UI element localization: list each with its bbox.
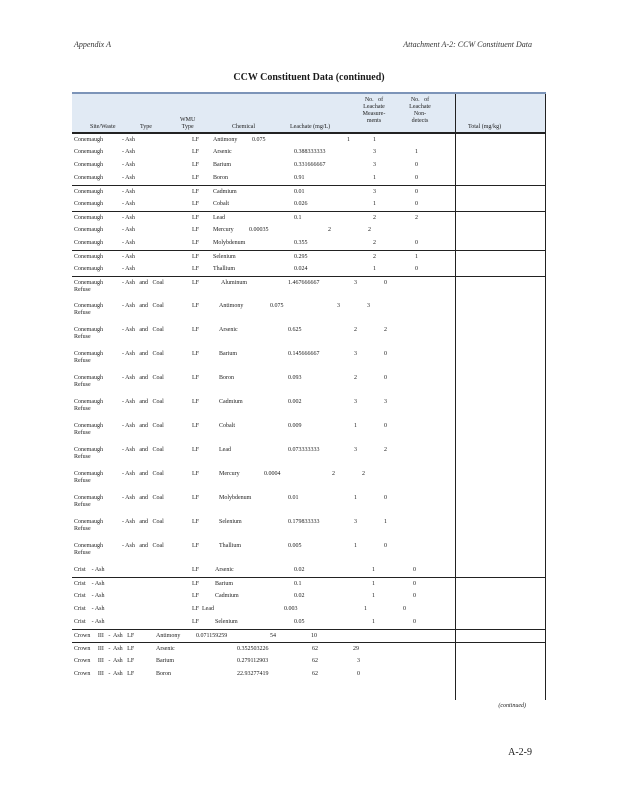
table-row xyxy=(72,616,546,629)
cell-chemical: Cadmium xyxy=(219,399,243,405)
cell-type: - Ash xyxy=(122,162,135,168)
cell-site: Crist - Ash xyxy=(74,606,105,612)
cell-nondetects: 2 xyxy=(415,215,418,221)
table-row xyxy=(72,577,546,591)
cell-nondetects: 0 xyxy=(415,240,418,246)
cell-chemical: Arsenic xyxy=(215,567,234,573)
cell-measurements: 62 xyxy=(312,671,318,677)
cell-nondetects: 0 xyxy=(415,189,418,195)
cell-leachate: 0.01 xyxy=(294,189,305,195)
table-row xyxy=(72,263,546,276)
cell-leachate: 0.024 xyxy=(294,266,308,272)
cell-leachate: 0.352503226 xyxy=(237,646,269,652)
cell-wmu: LF xyxy=(192,567,200,573)
cell-wmu: LF xyxy=(192,519,200,525)
cell-leachate: 0.0004 xyxy=(264,471,281,477)
cell-chemical: Molybdenum xyxy=(213,240,246,246)
cell-chemical: Boron xyxy=(156,671,171,677)
table-row xyxy=(72,159,546,172)
col-total: Total (mg/kg) xyxy=(468,124,502,130)
cell-type: - Ash xyxy=(122,254,135,260)
cell-site: Conemaugh Refuse xyxy=(74,280,103,293)
cell-wmu: LF xyxy=(192,280,200,286)
cell-nondetects: 0 xyxy=(413,593,416,599)
cell-type: - Ash and Coal xyxy=(122,447,164,453)
cell-site: Conemaugh xyxy=(74,215,103,221)
cell-type: - Ash and Coal xyxy=(122,495,164,501)
cell-chemical: Cadmium xyxy=(215,593,239,599)
cell-chemical: Selenium xyxy=(215,619,238,625)
table-row xyxy=(72,629,546,643)
cell-site: Conemaugh xyxy=(74,201,103,207)
cell-site: Crist - Ash xyxy=(74,567,105,573)
cell-site: Conemaugh Refuse xyxy=(74,471,103,484)
cell-nondetects: 0 xyxy=(413,581,416,587)
cell-chemical: Selenium xyxy=(213,254,236,260)
cell-measurements: 1 xyxy=(372,567,375,573)
cell-nondetects: 2 xyxy=(384,327,387,333)
cell-site: Crist - Ash xyxy=(74,593,105,599)
cell-wmu: LF xyxy=(192,189,200,195)
cell-measurements: 3 xyxy=(337,303,340,309)
cell-measurements: 1 xyxy=(354,495,357,501)
cell-leachate: 0.00035 xyxy=(249,227,269,233)
table-row xyxy=(72,590,546,603)
cell-nondetects: 0 xyxy=(415,175,418,181)
cell-chemical: Arsenic xyxy=(213,149,232,155)
cell-chemical: Antimony xyxy=(219,303,244,309)
col-chemical: Chemical xyxy=(232,124,255,130)
cell-leachate: 0.003 xyxy=(284,606,298,612)
cell-measurements: 3 xyxy=(354,447,357,453)
cell-leachate: 0.073333333 xyxy=(288,447,320,453)
cell-wmu: LF xyxy=(192,593,200,599)
cell-site: Conemaugh Refuse xyxy=(74,399,103,412)
table-row xyxy=(72,172,546,185)
cell-site: Conemaugh xyxy=(74,254,103,260)
cell-site: Conemaugh xyxy=(74,162,103,168)
table-row xyxy=(72,516,546,540)
cell-measurements: 2 xyxy=(332,471,335,477)
table-row xyxy=(72,324,546,348)
cell-wmu: LF xyxy=(192,266,200,272)
header-left: Appendix A xyxy=(74,40,111,49)
cell-leachate: 0.91 xyxy=(294,175,305,181)
cell-chemical: Barium xyxy=(213,162,231,168)
cell-chemical: Lead xyxy=(219,447,231,453)
cell-wmu: LF xyxy=(192,327,200,333)
cell-wmu: LF xyxy=(192,227,200,233)
cell-measurements: 2 xyxy=(354,327,357,333)
cell-nondetects: 0 xyxy=(413,567,416,573)
cell-chemical: Boron xyxy=(213,175,228,181)
cell-site: Conemaugh xyxy=(74,137,103,143)
cell-wmu: LF xyxy=(192,201,200,207)
cell-measurements: 3 xyxy=(354,280,357,286)
cell-type: - Ash xyxy=(122,227,135,233)
cell-wmu: LF xyxy=(192,162,200,168)
cell-measurements: 2 xyxy=(373,254,376,260)
cell-nondetects: 0 xyxy=(384,495,387,501)
cell-site: Conemaugh Refuse xyxy=(74,519,103,532)
table-row xyxy=(72,564,546,577)
cell-type: - Ash and Coal xyxy=(122,519,164,525)
cell-site: Conemaugh xyxy=(74,266,103,272)
cell-nondetects: 1 xyxy=(415,149,418,155)
cell-measurements: 3 xyxy=(354,351,357,357)
cell-leachate: 0.625 xyxy=(288,327,302,333)
cell-measurements: 1 xyxy=(372,593,375,599)
table-row xyxy=(72,492,546,516)
cell-type: - Ash and Coal xyxy=(122,543,164,549)
cell-wmu: LF xyxy=(192,240,200,246)
cell-measurements: 3 xyxy=(373,189,376,195)
table-row xyxy=(72,211,546,225)
cell-chemical: Aluminum xyxy=(221,280,248,286)
table-row xyxy=(72,348,546,372)
cell-site: Conemaugh xyxy=(74,240,103,246)
cell-type: - Ash xyxy=(122,215,135,221)
cell-type: - Ash and Coal xyxy=(122,351,164,357)
cell-nondetects: 0 xyxy=(415,201,418,207)
cell-leachate: 0.295 xyxy=(294,254,308,260)
cell-type: - Ash xyxy=(122,201,135,207)
cell-measurements: 3 xyxy=(373,162,376,168)
cell-type: - Ash xyxy=(122,149,135,155)
cell-wmu: LF xyxy=(192,351,200,357)
cell-nondetects: 0 xyxy=(403,606,406,612)
cell-nondetects: 3 xyxy=(357,658,360,664)
cell-type: - Ash xyxy=(122,175,135,181)
cell-measurements: 3 xyxy=(354,399,357,405)
col-nondetects: No. of Leachate Non- detects xyxy=(409,97,431,124)
cell-site: Conemaugh Refuse xyxy=(74,375,103,388)
continued-note: (continued) xyxy=(498,703,526,709)
cell-wmu: LF xyxy=(192,423,200,429)
cell-measurements: 62 xyxy=(312,646,318,652)
cell-measurements: 1 xyxy=(354,423,357,429)
page-title: CCW Constituent Data (continued) xyxy=(233,72,385,83)
cell-leachate: 0.093 xyxy=(288,375,302,381)
cell-nondetects: 0 xyxy=(384,375,387,381)
cell-measurements: 1 xyxy=(364,606,367,612)
cell-leachate: 22.93277419 xyxy=(237,671,269,677)
cell-nondetects: 1 xyxy=(384,519,387,525)
cell-nondetects: 2 xyxy=(368,227,371,233)
cell-leachate: 0.005 xyxy=(288,543,302,549)
cell-site: Crist - Ash xyxy=(74,581,105,587)
cell-chemical: Boron xyxy=(219,375,234,381)
cell-leachate: 0.075 xyxy=(270,303,284,309)
cell-site: Conemaugh xyxy=(74,189,103,195)
table-row xyxy=(72,198,546,211)
cell-measurements: 1 xyxy=(372,581,375,587)
cell-chemical: Selenium xyxy=(219,519,242,525)
cell-nondetects: 0 xyxy=(384,543,387,549)
cell-nondetects: 0 xyxy=(357,671,360,677)
cell-chemical: Barium xyxy=(219,351,237,357)
cell-chemical: Barium xyxy=(156,658,174,664)
cell-nondetects: 10 xyxy=(311,633,317,639)
cell-measurements: 1 xyxy=(347,137,350,143)
table-row xyxy=(72,642,546,656)
cell-site: Crown III - Ash LF xyxy=(74,671,135,677)
table-row xyxy=(72,250,546,264)
table-row xyxy=(72,420,546,444)
cell-leachate: 0.145666667 xyxy=(288,351,320,357)
cell-leachate: 0.05 xyxy=(294,619,305,625)
table-row xyxy=(72,444,546,468)
cell-leachate: 0.026 xyxy=(294,201,308,207)
cell-nondetects: 29 xyxy=(353,646,359,652)
cell-wmu: LF xyxy=(192,303,200,309)
cell-site: Conemaugh xyxy=(74,227,103,233)
table-row xyxy=(72,655,546,668)
cell-measurements: 1 xyxy=(373,175,376,181)
cell-chemical: Arsenic xyxy=(219,327,238,333)
cell-type: - Ash and Coal xyxy=(122,423,164,429)
cell-site: Crown III - Ash LF xyxy=(74,633,135,639)
cell-type: - Ash and Coal xyxy=(122,399,164,405)
cell-chemical: Barium xyxy=(215,581,233,587)
cell-chemical: Cadmium xyxy=(213,189,237,195)
cell-site: Crown III - Ash LF xyxy=(74,646,135,652)
cell-site: Conemaugh Refuse xyxy=(74,495,103,508)
cell-wmu: LF xyxy=(192,375,200,381)
cell-wmu: LF xyxy=(192,619,200,625)
table-row xyxy=(72,133,546,147)
cell-chemical: Mercury xyxy=(213,227,234,233)
cell-chemical: Thallium xyxy=(219,543,241,549)
table-row xyxy=(72,668,546,681)
table-row xyxy=(72,224,546,237)
cell-measurements: 1 xyxy=(372,619,375,625)
cell-measurements: 1 xyxy=(354,543,357,549)
cell-type: - Ash and Coal xyxy=(122,327,164,333)
cell-nondetects: 3 xyxy=(367,303,370,309)
cell-type: - Ash xyxy=(122,189,135,195)
cell-site: Conemaugh Refuse xyxy=(74,423,103,436)
cell-chemical: Lead xyxy=(213,215,225,221)
cell-leachate: 0.355 xyxy=(294,240,308,246)
cell-measurements: 3 xyxy=(373,149,376,155)
table-row xyxy=(72,146,546,159)
cell-chemical: Cobalt xyxy=(213,201,229,207)
cell-wmu: LF xyxy=(192,215,200,221)
cell-nondetects: 0 xyxy=(413,619,416,625)
cell-leachate: 0.009 xyxy=(288,423,302,429)
table-row xyxy=(72,300,546,324)
cell-nondetects: 1 xyxy=(373,137,376,143)
cell-measurements: 1 xyxy=(373,266,376,272)
cell-leachate: 0.1 xyxy=(294,581,302,587)
cell-leachate: 0.331666667 xyxy=(294,162,326,168)
col-wmu: WMU Type xyxy=(180,117,196,130)
cell-leachate: 0.002 xyxy=(288,399,302,405)
cell-site: Conemaugh Refuse xyxy=(74,447,103,460)
cell-type: - Ash xyxy=(122,240,135,246)
cell-chemical: Antimony xyxy=(156,633,181,639)
cell-wmu: LF xyxy=(192,471,200,477)
cell-chemical: Arsenic xyxy=(156,646,175,652)
cell-type: - Ash and Coal xyxy=(122,303,164,309)
table-row xyxy=(72,468,546,492)
cell-wmu: LF xyxy=(192,149,200,155)
cell-chemical: Cobalt xyxy=(219,423,235,429)
cell-measurements: 1 xyxy=(373,201,376,207)
cell-nondetects: 0 xyxy=(384,280,387,286)
cell-site: Conemaugh Refuse xyxy=(74,303,103,316)
cell-site: Conemaugh xyxy=(74,175,103,181)
cell-wmu: LF xyxy=(192,399,200,405)
cell-wmu: LF xyxy=(192,581,200,587)
cell-type: - Ash and Coal xyxy=(122,280,164,286)
cell-measurements: 2 xyxy=(373,240,376,246)
cell-type: - Ash and Coal xyxy=(122,375,164,381)
cell-site: Conemaugh Refuse xyxy=(74,351,103,364)
table-row xyxy=(72,237,546,250)
table-row xyxy=(72,372,546,396)
cell-leachate: 0.01 xyxy=(288,495,299,501)
cell-measurements: 2 xyxy=(328,227,331,233)
cell-measurements: 2 xyxy=(373,215,376,221)
cell-site: Crist - Ash xyxy=(74,619,105,625)
cell-chemical: Thallium xyxy=(213,266,235,272)
cell-site: Conemaugh Refuse xyxy=(74,543,103,556)
page-number: A-2-9 xyxy=(508,747,532,758)
cell-leachate: 0.279112903 xyxy=(237,658,269,664)
col-measurements: No. of Leachate Measure- ments xyxy=(362,97,386,124)
cell-nondetects: 0 xyxy=(384,423,387,429)
header-right: Attachment A-2: CCW Constituent Data xyxy=(403,40,532,49)
cell-nondetects: 1 xyxy=(415,254,418,260)
table-row xyxy=(72,540,546,564)
cell-nondetects: 0 xyxy=(415,162,418,168)
cell-leachate: 1.467666667 xyxy=(288,280,320,286)
cell-nondetects: 3 xyxy=(384,399,387,405)
cell-measurements: 62 xyxy=(312,658,318,664)
col-leachate: Leachate (mg/L) xyxy=(290,124,331,130)
table-row xyxy=(72,396,546,420)
cell-leachate: 0.075 xyxy=(252,137,266,143)
cell-leachate: 0.1 xyxy=(294,215,302,221)
table-row xyxy=(72,276,546,301)
cell-chemical: Molybdenum xyxy=(219,495,252,501)
cell-type: - Ash xyxy=(122,137,135,143)
cell-measurements: 3 xyxy=(354,519,357,525)
cell-chemical: Antimony xyxy=(213,137,238,143)
cell-site: Conemaugh xyxy=(74,149,103,155)
cell-type: - Ash xyxy=(122,266,135,272)
cell-chemical: Mercury xyxy=(219,471,240,477)
cell-measurements: 2 xyxy=(354,375,357,381)
cell-leachate: 0.02 xyxy=(294,567,305,573)
col-site: Site/Waste xyxy=(90,124,116,130)
cell-type: - Ash and Coal xyxy=(122,471,164,477)
col-type: Type xyxy=(140,124,152,130)
cell-wmu: LF xyxy=(192,447,200,453)
cell-wmu: LF xyxy=(192,495,200,501)
cell-nondetects: 0 xyxy=(415,266,418,272)
cell-measurements: 54 xyxy=(270,633,276,639)
cell-wmu: LF Lead xyxy=(192,606,214,612)
cell-site: Conemaugh Refuse xyxy=(74,327,103,340)
cell-leachate: 0.02 xyxy=(294,593,305,599)
cell-wmu: LF xyxy=(192,543,200,549)
cell-leachate: 0.071159259 xyxy=(196,633,228,639)
cell-wmu: LF xyxy=(192,137,200,143)
cell-nondetects: 0 xyxy=(384,351,387,357)
table-row xyxy=(72,603,546,616)
table-header xyxy=(72,94,546,133)
cell-wmu: LF xyxy=(192,175,200,181)
cell-site: Crown III - Ash LF xyxy=(74,658,135,664)
cell-nondetects: 2 xyxy=(362,471,365,477)
cell-nondetects: 2 xyxy=(384,447,387,453)
table-row xyxy=(72,185,546,199)
cell-leachate: 0.388333333 xyxy=(294,149,326,155)
cell-wmu: LF xyxy=(192,254,200,260)
cell-leachate: 0.179833333 xyxy=(288,519,320,525)
